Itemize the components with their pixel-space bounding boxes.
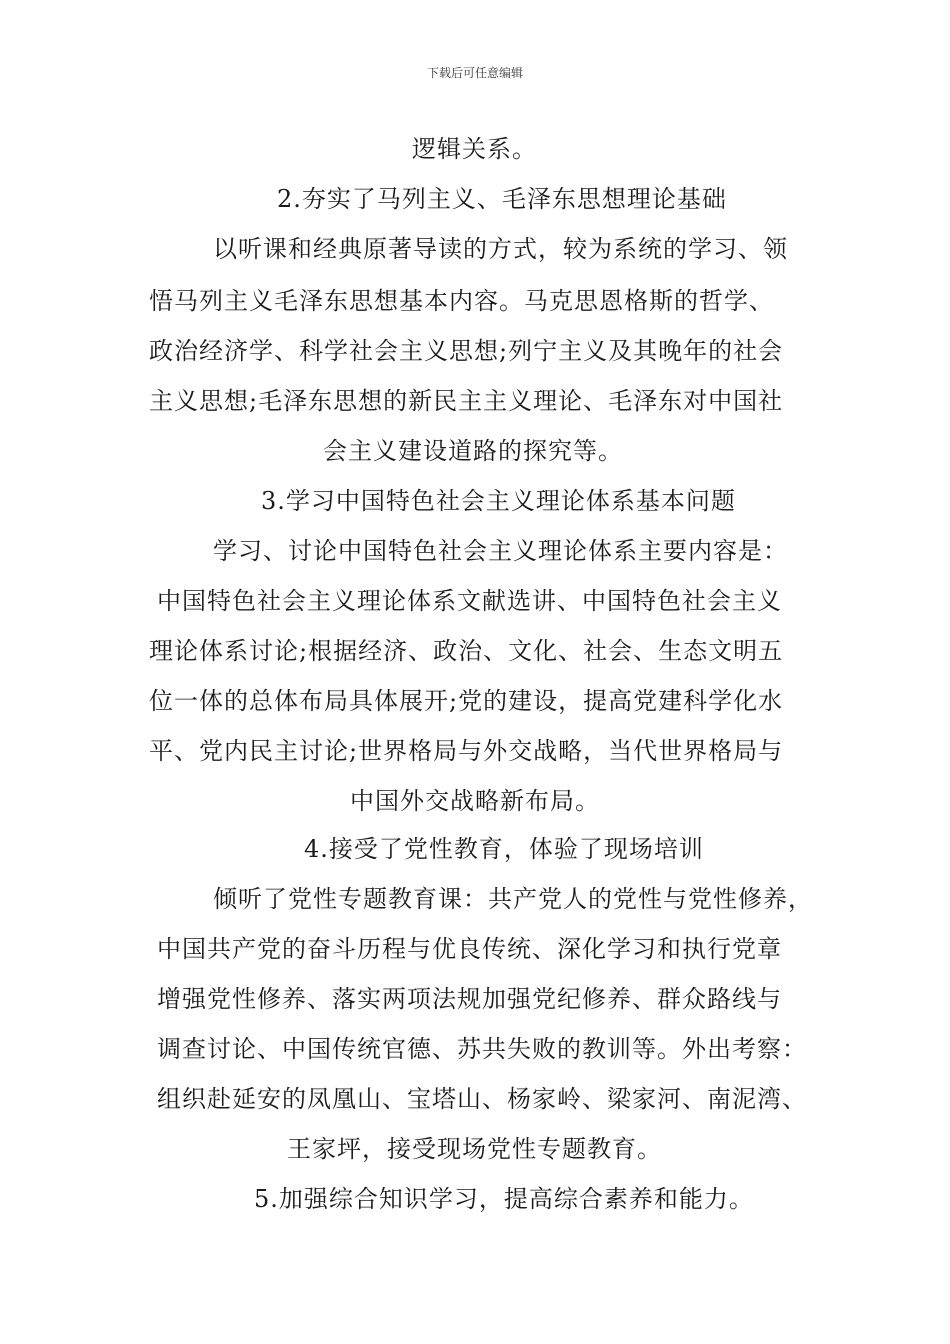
section-heading: 2.夯实了马列主义、毛泽东思想理论基础 — [277, 185, 727, 213]
section-heading: 4.接受了党性教育，体验了现场培训 — [304, 835, 704, 863]
text-line: 政治经济学、科学社会主义思想;列宁主义及其晚年的社会 — [149, 337, 784, 365]
text-line: 以听课和经典原著导读的方式，较为系统的学习、领 — [213, 235, 788, 263]
text-line: 增强党性修养、落实两项法规加强党纪修养、群众路线与 — [157, 985, 782, 1013]
text-line: 位一体的总体布局具体展开;党的建设，提高党建科学化水 — [149, 687, 784, 715]
text-line: 王家坪，接受现场党性专题教育。 — [287, 1135, 662, 1163]
text-line: 中国共产党的奋斗历程与优良传统、深化学习和执行党章 — [157, 935, 782, 963]
text-line: 调查讨论、中国传统官德、苏共失败的教训等。外出考察： — [157, 1035, 807, 1063]
section-heading: 5.加强综合知识学习，提高综合素养和能力。 — [254, 1185, 754, 1213]
text-line: 悟马列主义毛泽东思想基本内容。马克思恩格斯的哲学、 — [149, 287, 774, 315]
text-line: 倾听了党性专题教育课：共产党人的党性与党性修养， — [213, 885, 813, 913]
section-heading: 3.学习中国特色社会主义理论体系基本问题 — [261, 487, 736, 515]
text-line: 学习、讨论中国特色社会主义理论体系主要内容是： — [213, 537, 788, 565]
text-line: 会主义建设道路的探究等。 — [323, 437, 623, 465]
text-line: 中国特色社会主义理论体系文献选讲、中国特色社会主义 — [157, 587, 782, 615]
text-line: 平、党内民主讨论;世界格局与外交战略，当代世界格局与 — [149, 737, 784, 765]
text-line: 理论体系讨论;根据经济、政治、文化、社会、生态文明五 — [149, 637, 784, 665]
page-header: 下载后可任意编辑 — [426, 66, 523, 80]
text-line: 中国外交战略新布局。 — [350, 787, 600, 815]
text-line: 逻辑关系。 — [412, 135, 537, 163]
text-line: 组织赴延安的凤凰山、宝塔山、杨家岭、梁家河、南泥湾、 — [157, 1085, 807, 1113]
text-line: 主义思想;毛泽东思想的新民主主义理论、毛泽东对中国社 — [149, 387, 784, 415]
